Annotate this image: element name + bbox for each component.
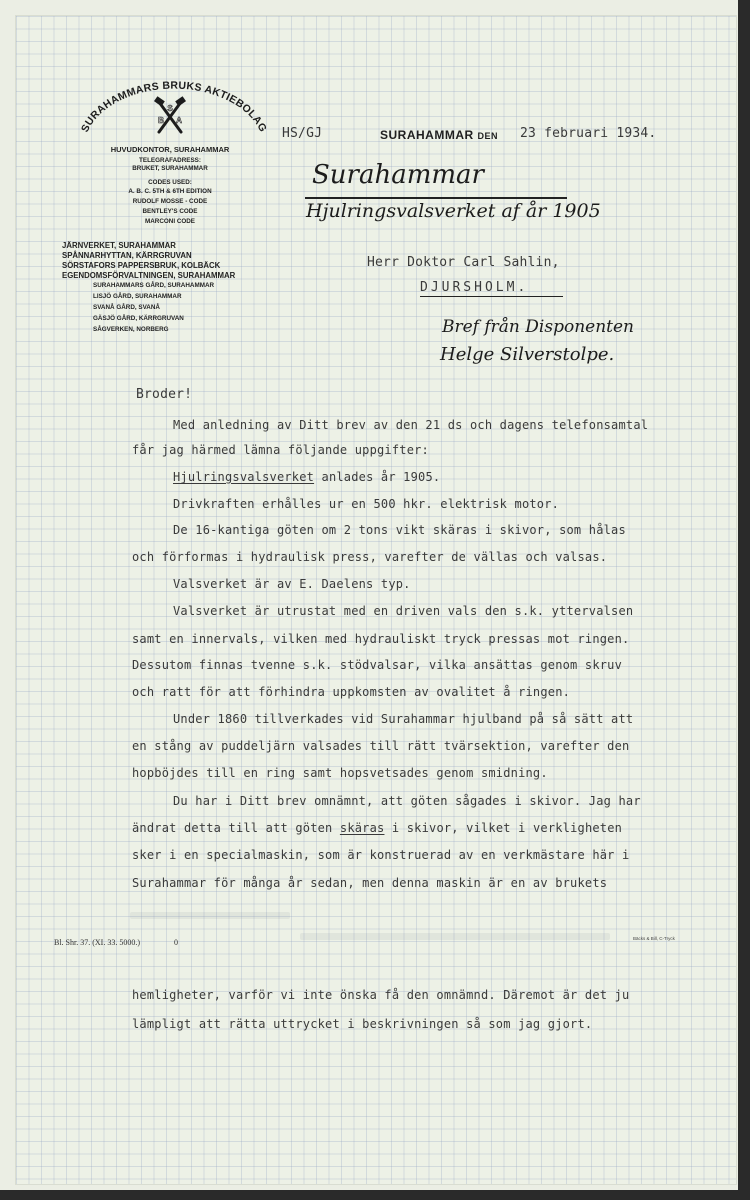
body-line-17: sker i en specialmaskin, som är konstruerad av en verkmästare här i — [132, 848, 630, 862]
handwritten-underline — [305, 197, 567, 199]
sub-gasjo-gard: GÄSJÖ GÅRD, KÄRRGRUVAN — [93, 315, 184, 322]
body-line-09: samt en innervals, vilken med hydrauliskt tryck pressas mot ringen. — [132, 632, 630, 646]
svg-text:SURAHAMMARS BRUKS AKTIEBOLAG: SURAHAMMARS BRUKS AKTIEBOLAG — [78, 79, 270, 135]
unit-egendom: EGENDOMSFÖRVALTNINGEN, SURAHAMMAR — [62, 271, 236, 280]
sub-surahammars-gard: SURAHAMMARS GÅRD, SURAHAMMAR — [93, 282, 215, 289]
body-line-18: Surahammar för många år sedan, men denna maskin är en av brukets — [132, 876, 608, 890]
underlined-valsverket: Hjulringsvalsverket — [173, 470, 315, 484]
svg-text:B: B — [158, 116, 164, 125]
sub-lisjo-gard: LISJÖ GÅRD, SURAHAMMAR — [93, 293, 182, 300]
body-line-05: De 16-kantiga göten om 2 tons vikt skäras i skivor, som hålas — [173, 523, 626, 537]
form-number: Bl. Shr. 37. (XI. 33. 5000.) — [54, 938, 140, 947]
body-line-16: ändrat detta till att göten skäras i skivor, vilket i verkligheten — [132, 821, 623, 835]
body-line-11: och ratt för att förhindra uppkomsten av ovalitet å ringen. — [132, 685, 571, 699]
company-logo-icon — [153, 96, 187, 136]
body-line-03: Hjulringsvalsverket anlades år 1905. — [173, 470, 441, 484]
sub-svana-gard: SVANÅ GÅRD, SVANÅ — [93, 304, 160, 311]
body-line-04: Drivkraften erhålles ur en 500 hkr. elektrisk motor. — [173, 497, 560, 511]
svg-text:A: A — [176, 116, 182, 125]
code-mosse: RUDOLF MOSSE - CODE — [132, 198, 208, 205]
svg-text:S: S — [167, 104, 173, 113]
body-line-20: lämpligt att rätta uttrycket i beskrivningen så som jag gjort. — [132, 1017, 593, 1031]
body-line-10: Dessutom finnas tvenne s.k. stödvalsar, vilka ansättas genom skruv — [132, 658, 623, 672]
handwritten-title: Surahammar — [312, 160, 484, 190]
codes-label: CODES USED: — [148, 179, 192, 186]
show-through-mark — [300, 933, 610, 940]
handwritten-note-line1: Bref från Disponenten — [442, 317, 634, 337]
unit-spannarhyttan: SPÅNNARHYTTAN, KÄRRGRUVAN — [62, 251, 192, 260]
head-office: HUVUDKONTOR, SURAHAMMAR — [110, 145, 230, 154]
salutation: Broder! — [136, 387, 193, 402]
letter-date: 23 februari 1934. — [520, 126, 657, 141]
body-line-06: och förformas i hydraulisk press, varefter de vällas och valsas. — [132, 550, 608, 564]
unit-jarnverket: JÄRNVERKET, SURAHAMMAR — [62, 241, 176, 250]
page-edge-bottom — [0, 1190, 750, 1200]
code-abc: A. B. C. 5TH & 6TH EDITION — [128, 188, 212, 195]
printer-mark: Bäcks & Bill, C-Tryck — [633, 936, 675, 941]
reference-initials: HS/GJ — [282, 126, 323, 141]
handwritten-subtitle: Hjulringsvalsverket af år 1905 — [306, 200, 601, 222]
body-line-15: Du har i Ditt brev omnämnt, att göten sågades i skivor. Jag har — [173, 794, 641, 808]
recipient-name: Herr Doktor Carl Sahlin, — [367, 255, 560, 270]
code-bentley: BENTLEY'S CODE — [142, 208, 198, 215]
handwritten-note-line2: Helge Silverstolpe. — [440, 344, 615, 365]
body-line-08: Valsverket är utrustat med en driven vals den s.k. yttervalsen — [173, 604, 634, 618]
body-line-01: Med anledning av Ditt brev av den 21 ds och dagens telefonsamtal — [173, 418, 649, 432]
body-line-14: hopböjdes till en ring samt hopsvetsades genom smidning. — [132, 766, 548, 780]
unit-sorstafors: SÖRSTAFORS PAPPERSBRUK, KOLBÄCK — [62, 261, 221, 270]
body-line-07: Valsverket är av E. Daelens typ. — [173, 577, 411, 591]
telegraph-label: TELEGRAFADRESS: — [139, 157, 201, 164]
underlined-skaras: skäras — [339, 821, 385, 835]
footer-mark: 0 — [174, 938, 178, 947]
code-marconi: MARCONI CODE — [144, 218, 196, 225]
body-line-12: Under 1860 tillverkades vid Surahammar hjulband på så sätt att — [173, 712, 634, 726]
body-line-19: hemligheter, varför vi inte önska få den omnämnd. Däremot är det ju — [132, 988, 630, 1002]
recipient-city: DJURSHOLM. — [420, 280, 529, 295]
place-label: SURAHAMMAR DEN — [380, 128, 499, 142]
body-line-13: en stång av puddeljärn valsades till rätt tvärsektion, varefter den — [132, 739, 630, 753]
telegraph-address: BRUKET, SURAHAMMAR — [132, 165, 208, 172]
body-line-02: får jag härmed lämna följande uppgifter: — [132, 443, 429, 457]
city-underline — [420, 296, 563, 297]
show-through-mark — [130, 912, 290, 919]
sub-sagverken: SÅGVERKEN, NORBERG — [93, 326, 169, 333]
page-edge-right — [738, 0, 750, 1200]
